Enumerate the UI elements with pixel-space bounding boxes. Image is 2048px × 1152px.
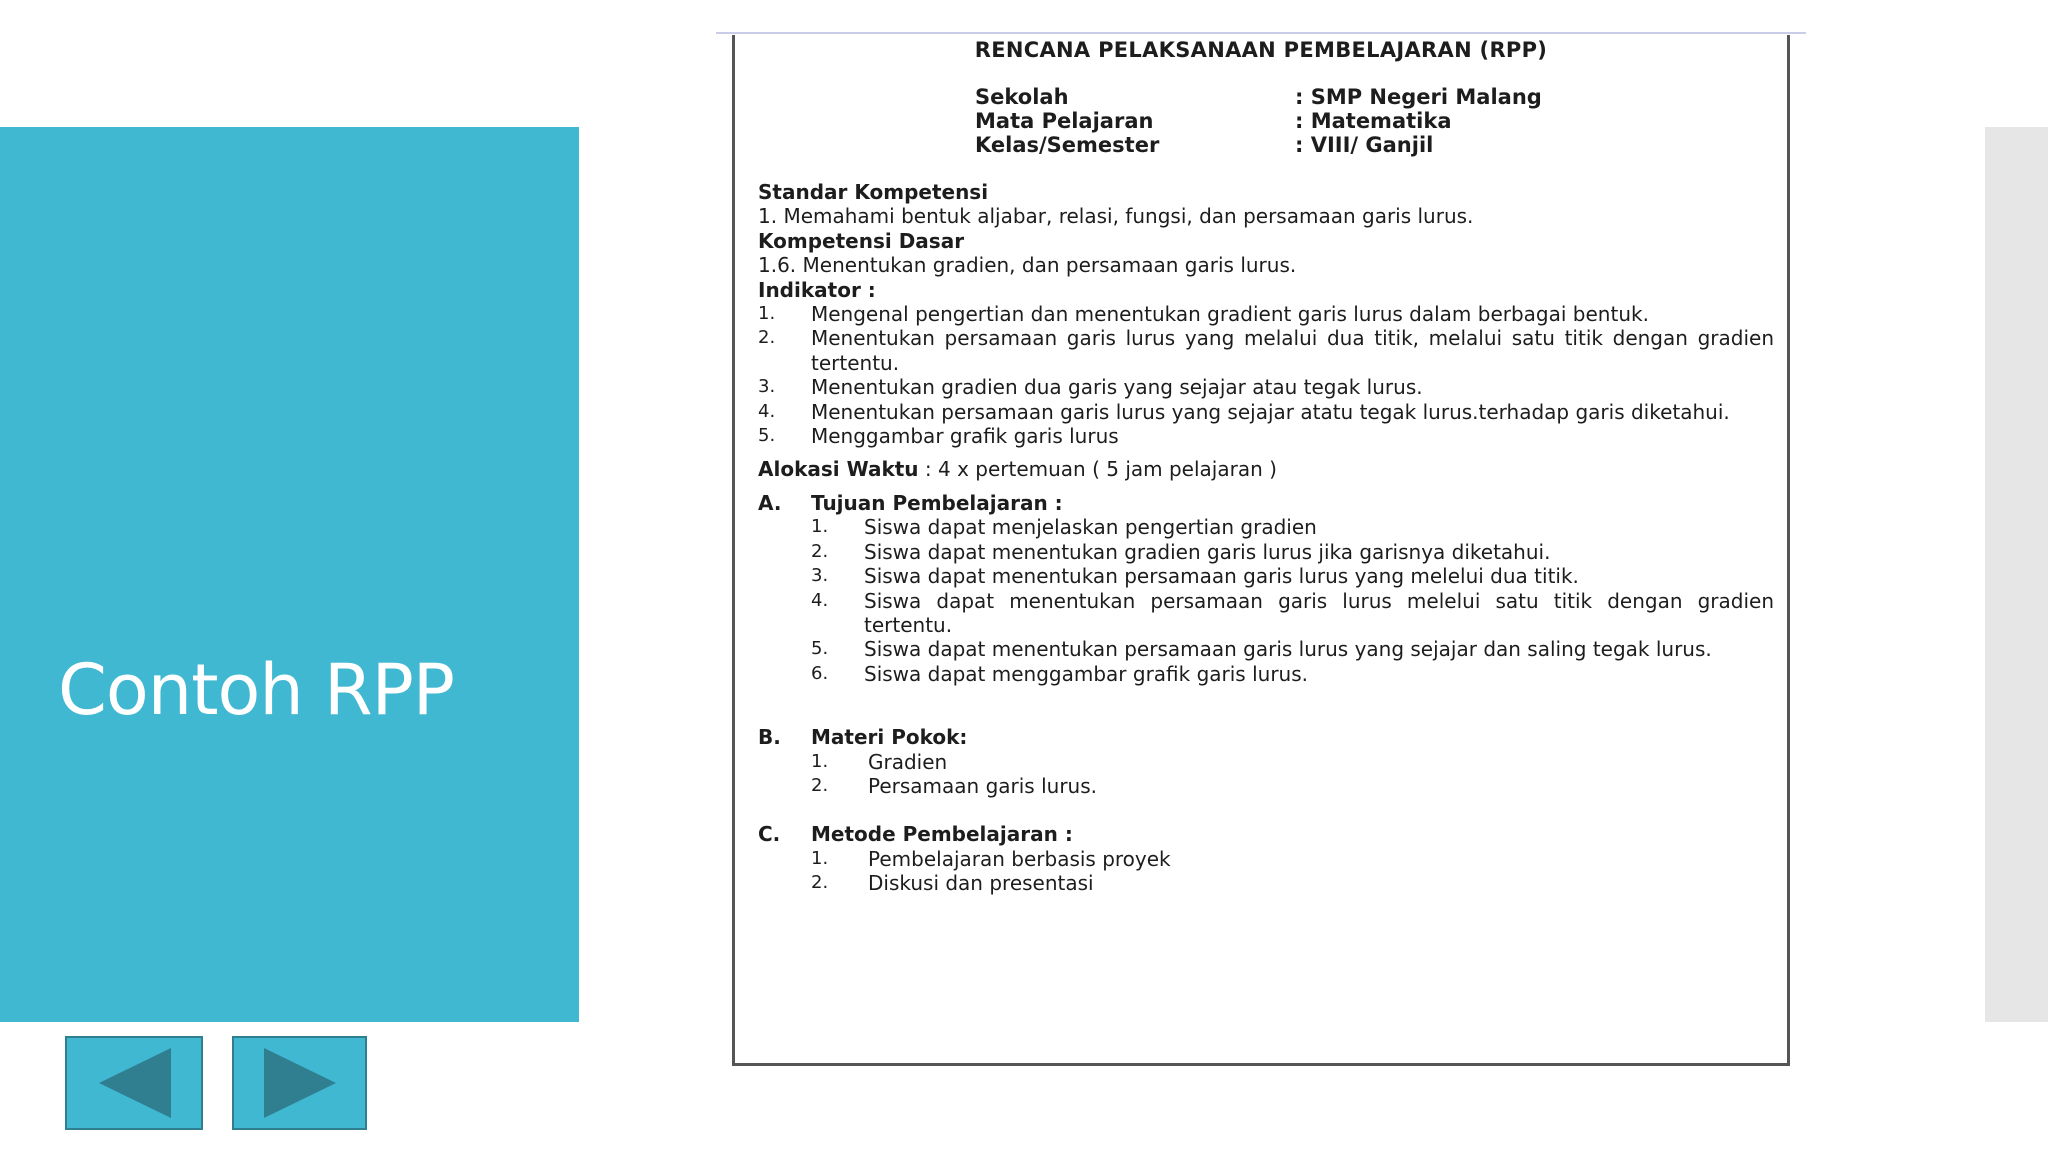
triangle-left-icon: [67, 1038, 201, 1128]
list-item: [811, 871, 1774, 895]
list-text: Pembelajaran berbasis proyek: [868, 846, 1171, 871]
list-number: 3.: [758, 376, 776, 398]
identity-value: : VIII/ Ganjil: [1295, 133, 1434, 157]
identity-label: Sekolah: [975, 85, 1069, 109]
alokasi-waktu: [758, 457, 1774, 481]
rpp-document-image: [716, 32, 1806, 1086]
kompetensi-dasar-title: Kompetensi Dasar: [758, 228, 965, 253]
list-number: 5.: [758, 425, 776, 447]
identity-block: [975, 85, 1675, 157]
metode-heading: [758, 822, 1774, 846]
tujuan-list: [758, 515, 1774, 686]
list-text: Siswa dapat menjelaskan pengertian gradien: [864, 515, 1317, 540]
list-number: 2.: [811, 540, 829, 562]
list-number: 5.: [811, 638, 829, 660]
list-number: 1.: [811, 847, 829, 869]
title-panel: [0, 127, 579, 1022]
list-number: 2.: [811, 872, 829, 894]
list-text: Menentukan persamaan garis lurus yang sejajar atatu tegak lurus.terhadap garis diketahui.: [811, 399, 1730, 424]
next-slide-button[interactable]: [232, 1036, 367, 1130]
list-text: Menentukan persamaan garis lurus yang melalui dua titik, melalui satu titik dengan gradien tertentu.: [811, 326, 1774, 375]
list-text: Diskusi dan presentasi: [868, 871, 1094, 896]
list-text: Menentukan gradien dua garis yang sejajar atau tegak lurus.: [811, 375, 1423, 400]
side-strip: [1985, 127, 2048, 1022]
list-item: [811, 847, 1774, 871]
list-number: 4.: [758, 400, 776, 422]
list-item: [811, 564, 1774, 588]
identity-label: Mata Pelajaran: [975, 109, 1154, 133]
list-item: [811, 750, 1774, 774]
list-item: [758, 326, 1774, 375]
list-item: [758, 302, 1774, 326]
list-text: Siswa dapat menentukan gradien garis lurus jika garisnya diketahui.: [864, 539, 1551, 564]
list-text: Siswa dapat menentukan persamaan garis lurus yang melelui dua titik.: [864, 564, 1579, 589]
identity-label: Kelas/Semester: [975, 133, 1160, 157]
materi-list: [758, 750, 1774, 799]
section-title: Tujuan Pembelajaran :: [811, 490, 1063, 515]
document-top-border: [716, 32, 1806, 34]
identity-value: : SMP Negeri Malang: [1295, 85, 1542, 109]
list-item: [811, 662, 1774, 686]
list-number: 2.: [758, 327, 776, 349]
list-text: Persamaan garis lurus.: [868, 773, 1097, 798]
section-letter: A.: [758, 490, 782, 515]
indikator-list: [758, 302, 1774, 448]
list-item: [811, 540, 1774, 564]
list-number: 3.: [811, 565, 829, 587]
list-number: 4.: [811, 589, 829, 611]
previous-slide-button[interactable]: [65, 1036, 203, 1130]
identity-row: [975, 133, 1675, 157]
identity-value: : Matematika: [1295, 109, 1452, 133]
document-heading: RENCANA PELAKSANAAN PEMBELAJARAN (RPP): [974, 38, 1548, 62]
indikator-title: Indikator :: [758, 277, 876, 302]
list-text: Siswa dapat menggambar grafik garis lurus.: [864, 661, 1308, 686]
list-text: Gradien: [868, 749, 948, 774]
list-item: [758, 375, 1774, 399]
list-text: Menggambar grafik garis lurus: [811, 424, 1119, 449]
materi-heading: [758, 725, 1774, 749]
identity-row: [975, 85, 1675, 109]
list-number: 6.: [811, 662, 829, 684]
list-number: 2.: [811, 774, 829, 796]
list-item: [811, 515, 1774, 539]
slide-title: Contoh RPP: [58, 649, 455, 731]
list-number: 1.: [811, 516, 829, 538]
list-text: Siswa dapat menentukan persamaan garis lurus yang sejajar dan saling tegak lurus.: [864, 637, 1712, 662]
document-page: [732, 35, 1790, 1066]
standar-kompetensi-title: Standar Kompetensi: [758, 180, 989, 204]
standar-kompetensi-text: 1. Memahami bentuk aljabar, relasi, fungsi, dan persamaan garis lurus.: [758, 204, 1474, 229]
metode-list: [758, 847, 1774, 896]
section-letter: B.: [758, 725, 781, 750]
list-number: 1.: [758, 303, 776, 325]
alokasi-waktu-label: Alokasi Waktu: [758, 457, 919, 482]
section-title: Materi Pokok:: [811, 725, 968, 750]
identity-row: [975, 109, 1675, 133]
document-body: [758, 180, 1774, 896]
list-item: [758, 424, 1774, 448]
alokasi-waktu-text: : 4 x pertemuan ( 5 jam pelajaran ): [918, 457, 1277, 482]
list-item: [811, 774, 1774, 798]
kompetensi-dasar-text: 1.6. Menentukan gradien, dan persamaan garis lurus.: [758, 253, 1297, 278]
list-number: 1.: [811, 750, 829, 772]
list-item: [758, 400, 1774, 424]
triangle-right-icon: [234, 1038, 365, 1128]
list-item: [811, 637, 1774, 661]
list-item: [811, 589, 1774, 638]
section-title: Metode Pembelajaran :: [811, 822, 1073, 847]
tujuan-heading: [758, 491, 1774, 515]
list-text: Mengenal pengertian dan menentukan gradient garis lurus dalam berbagai bentuk.: [811, 302, 1649, 327]
list-text: Siswa dapat menentukan persamaan garis lurus melelui satu titik dengan gradien tertentu.: [864, 588, 1774, 637]
section-letter: C.: [758, 822, 781, 847]
